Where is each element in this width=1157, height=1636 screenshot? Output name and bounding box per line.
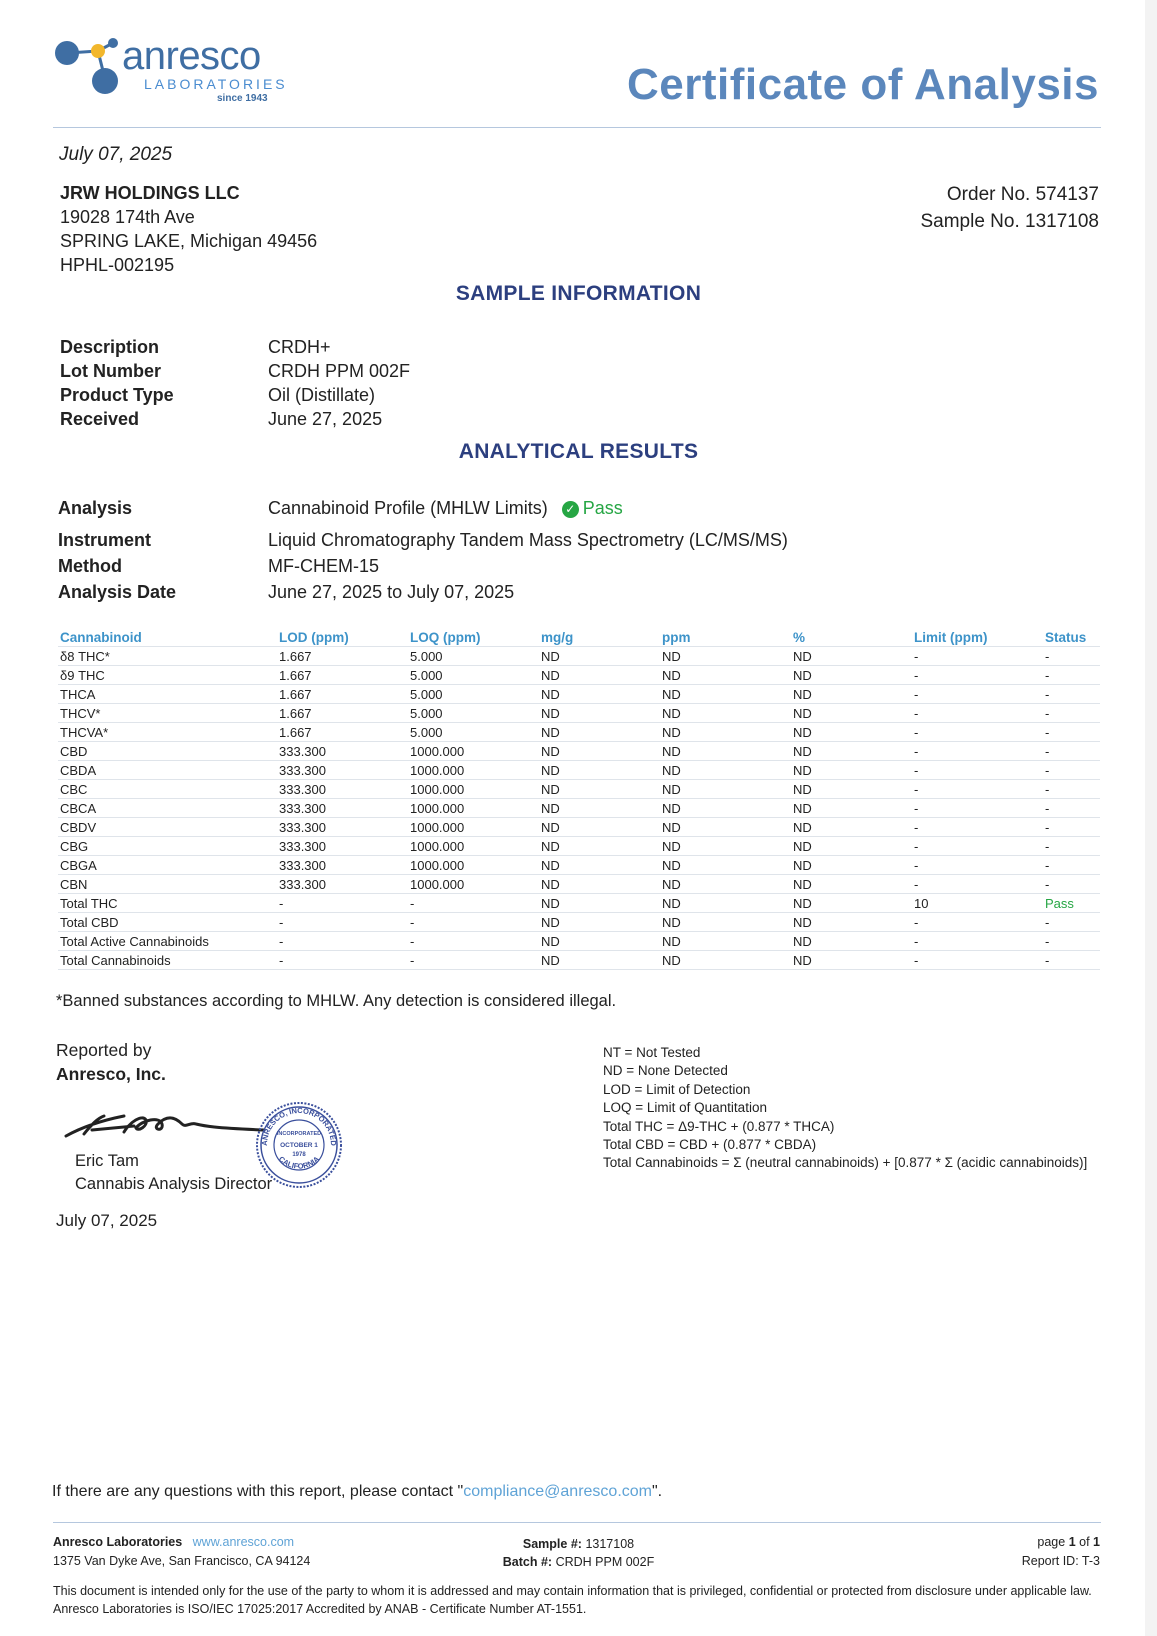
cell-lod: 1.667 <box>277 723 408 742</box>
table-row <box>58 837 1100 856</box>
cell-mg-g: ND <box>539 761 660 780</box>
cell-status: Pass <box>1043 894 1100 913</box>
banned-substances-footnote: *Banned substances according to MHLW. Any detection is considered illegal. <box>56 992 617 1010</box>
cell-ppm: ND <box>660 951 791 970</box>
cell-mg-g: ND <box>539 856 660 875</box>
analysis-value: Cannabinoid Profile (MHLW Limits) <box>268 498 548 518</box>
cell-ppm: ND <box>660 761 791 780</box>
cell-lod: 1.667 <box>277 666 408 685</box>
footer-address: 1375 Van Dyke Ave, San Francisco, CA 94124 <box>53 1554 311 1568</box>
cell-loq: 1000.000 <box>408 837 539 856</box>
cell-ppm: ND <box>660 932 791 951</box>
cell-ppm: ND <box>660 837 791 856</box>
cell-loq: - <box>408 951 539 970</box>
cell-limit: - <box>912 951 1043 970</box>
seal-date1: OCTOBER 1 <box>280 1142 318 1149</box>
column-header-limit: Limit (ppm) <box>912 628 1043 647</box>
cell-lod: 333.300 <box>277 837 408 856</box>
cannabinoid-results-table <box>58 628 1100 970</box>
cell-percent: ND <box>791 837 912 856</box>
contact-prefix: If there are any questions with this report, please contact " <box>52 1483 464 1500</box>
cell-mg-g: ND <box>539 818 660 837</box>
method-label: Method <box>58 556 122 576</box>
table-body <box>58 647 1100 970</box>
cell-mg-g: ND <box>539 704 660 723</box>
table-row <box>58 913 1100 932</box>
cell-limit: - <box>912 723 1043 742</box>
cell-percent: ND <box>791 647 912 666</box>
cell-ppm: ND <box>660 780 791 799</box>
table-header <box>58 628 1100 647</box>
cell-ppm: ND <box>660 913 791 932</box>
description-label: Description <box>60 337 160 357</box>
cell-limit: - <box>912 704 1043 723</box>
order-number: Order No. 574137 <box>946 184 1099 205</box>
cell-lod: 333.300 <box>277 875 408 894</box>
client-address1: 19028 174th Ave <box>60 207 195 227</box>
cell-mg-g: ND <box>539 742 660 761</box>
cell-percent: ND <box>791 856 912 875</box>
table-row <box>58 951 1100 970</box>
cell-status: - <box>1043 685 1100 704</box>
cell-loq: 5.000 <box>408 704 539 723</box>
column-header-percent: % <box>791 628 912 647</box>
cell-limit: - <box>912 856 1043 875</box>
cell-status: - <box>1043 799 1100 818</box>
table-row <box>58 818 1100 837</box>
cell-status: - <box>1043 666 1100 685</box>
footer-batch-label: Batch #: <box>502 1555 553 1569</box>
table-row <box>58 799 1100 818</box>
analysis-label: Analysis <box>58 498 133 518</box>
client-address2: SPRING LAKE, Michigan 49456 <box>60 231 318 251</box>
cell-percent: ND <box>791 932 912 951</box>
cell-mg-g: ND <box>539 799 660 818</box>
logo-molecule-icon <box>52 36 124 100</box>
signature-date: July 07, 2025 <box>56 1211 158 1230</box>
footer-sample-value: 1317108 <box>585 1537 635 1551</box>
cell-limit: - <box>912 932 1043 951</box>
cell-loq: - <box>408 932 539 951</box>
cell-lod: - <box>277 913 408 932</box>
analysis-value-wrap <box>268 496 623 520</box>
cell-limit: - <box>912 875 1043 894</box>
seal-top-text: ANRESCO, INCORPORATED <box>259 1105 339 1147</box>
cell-status: - <box>1043 647 1100 666</box>
cell-cannabinoid: THCVA* <box>58 723 277 742</box>
footer-batch-value: CRDH PPM 002F <box>555 1555 655 1569</box>
cell-mg-g: ND <box>539 647 660 666</box>
cell-percent: ND <box>791 666 912 685</box>
cell-cannabinoid: CBG <box>58 837 277 856</box>
cell-mg-g: ND <box>539 666 660 685</box>
page-total: 1 <box>1093 1535 1100 1549</box>
footer-sample-info <box>0 1535 1157 1571</box>
cell-lod: 1.667 <box>277 704 408 723</box>
cell-lod: 1.667 <box>277 647 408 666</box>
cell-mg-g: ND <box>539 875 660 894</box>
sample-number: Sample No. 1317108 <box>920 211 1099 232</box>
cell-status: - <box>1043 780 1100 799</box>
cell-cannabinoid: CBDA <box>58 761 277 780</box>
compliance-email-link[interactable]: compliance@anresco.com <box>463 1483 652 1500</box>
cell-mg-g: ND <box>539 723 660 742</box>
legend-item: LOQ = Limit of Quantitation <box>603 1100 767 1116</box>
cell-status: - <box>1043 704 1100 723</box>
cell-loq: 1000.000 <box>408 742 539 761</box>
legend-item: Total Cannabinoids = Σ (neutral cannabinoids) + [0.877 * Σ (acidic cannabinoids)] <box>603 1155 1088 1171</box>
cell-ppm: ND <box>660 799 791 818</box>
table-row <box>58 780 1100 799</box>
signer-name: Eric Tam <box>75 1152 139 1170</box>
header-divider <box>53 127 1101 128</box>
cell-ppm: ND <box>660 875 791 894</box>
column-header-loq: LOQ (ppm) <box>408 628 539 647</box>
cell-mg-g: ND <box>539 932 660 951</box>
instrument-label: Instrument <box>58 530 152 550</box>
cell-lod: - <box>277 894 408 913</box>
cell-limit: - <box>912 742 1043 761</box>
cell-cannabinoid: CBDV <box>58 818 277 837</box>
cell-limit: - <box>912 780 1043 799</box>
cell-cannabinoid: CBC <box>58 780 277 799</box>
cell-status: - <box>1043 932 1100 951</box>
cell-status: - <box>1043 761 1100 780</box>
cell-mg-g: ND <box>539 913 660 932</box>
table-row <box>58 685 1100 704</box>
cell-cannabinoid: THCV* <box>58 704 277 723</box>
cell-lod: 333.300 <box>277 761 408 780</box>
table-row <box>58 932 1100 951</box>
table-row <box>58 723 1100 742</box>
cell-percent: ND <box>791 818 912 837</box>
cell-status: - <box>1043 875 1100 894</box>
cell-percent: ND <box>791 951 912 970</box>
seal-date2: 1978 <box>292 1152 306 1158</box>
cell-loq: 1000.000 <box>408 780 539 799</box>
footer-page-info <box>1022 1533 1100 1571</box>
cell-cannabinoid: CBCA <box>58 799 277 818</box>
analysis-date-value: June 27, 2025 to July 07, 2025 <box>268 582 515 602</box>
client-block <box>60 181 317 277</box>
analysis-info-list <box>0 496 1157 606</box>
cell-cannabinoid: Total Active Cannabinoids <box>58 932 277 951</box>
cell-status: - <box>1043 818 1100 837</box>
table-row <box>58 647 1100 666</box>
cell-percent: ND <box>791 875 912 894</box>
cell-lod: 333.300 <box>277 780 408 799</box>
product-type-label: Product Type <box>60 385 174 405</box>
legend-item: ND = None Detected <box>603 1063 728 1079</box>
cell-loq: 1000.000 <box>408 818 539 837</box>
cell-lod: 333.300 <box>277 742 408 761</box>
product-type-value: Oil (Distillate) <box>268 385 376 405</box>
cell-mg-g: ND <box>539 951 660 970</box>
analysis-status: Pass <box>582 498 623 518</box>
cell-percent: ND <box>791 761 912 780</box>
signer-title: Cannabis Analysis Director <box>75 1175 273 1193</box>
cell-limit: - <box>912 913 1043 932</box>
page-word: page <box>1037 1535 1066 1549</box>
cell-status: - <box>1043 856 1100 875</box>
sample-info-list <box>0 335 1157 435</box>
lot-number-value: CRDH PPM 002F <box>268 361 411 381</box>
reported-by-block <box>56 1038 166 1086</box>
seal-inner-text: INCORPORATED <box>276 1131 322 1137</box>
cell-loq: 5.000 <box>408 723 539 742</box>
cell-limit: - <box>912 837 1043 856</box>
seal-bottom-text: CALIFORNIA <box>276 1154 322 1171</box>
cell-lod: - <box>277 932 408 951</box>
cell-percent: ND <box>791 780 912 799</box>
received-label: Received <box>60 409 140 429</box>
legend-item: Total CBD = CBD + (0.877 * CBDA) <box>603 1137 817 1153</box>
cell-loq: 5.000 <box>408 647 539 666</box>
cell-ppm: ND <box>660 666 791 685</box>
cell-cannabinoid: Total CBD <box>58 913 277 932</box>
cell-ppm: ND <box>660 647 791 666</box>
cell-cannabinoid: THCA <box>58 685 277 704</box>
sample-information-title: SAMPLE INFORMATION <box>455 282 702 305</box>
cell-limit: - <box>912 799 1043 818</box>
table-row <box>58 894 1100 913</box>
cell-mg-g: ND <box>539 894 660 913</box>
cell-limit: - <box>912 666 1043 685</box>
legend-item: LOD = Limit of Detection <box>603 1081 751 1097</box>
cell-mg-g: ND <box>539 685 660 704</box>
cell-mg-g: ND <box>539 837 660 856</box>
client-name: JRW HOLDINGS LLC <box>60 183 240 203</box>
cell-percent: ND <box>791 799 912 818</box>
instrument-value: Liquid Chromatography Tandem Mass Spectrometry (LC/MS/MS) <box>268 530 788 550</box>
legend-item: Total THC = Δ9-THC + (0.877 * THCA) <box>603 1118 835 1134</box>
cell-lod: 1.667 <box>277 685 408 704</box>
table-row <box>58 761 1100 780</box>
table-header-row <box>58 628 1100 647</box>
cell-limit: - <box>912 818 1043 837</box>
cell-ppm: ND <box>660 818 791 837</box>
page-edge <box>1145 0 1157 1636</box>
logo-subtitle: LABORATORIES <box>144 76 288 92</box>
footer-lab-name: Anresco Laboratories <box>53 1535 183 1549</box>
cell-loq: - <box>408 913 539 932</box>
cell-lod: 333.300 <box>277 818 408 837</box>
description-value: CRDH+ <box>268 337 331 357</box>
logo-since: since 1943 <box>217 93 268 104</box>
lot-number-label: Lot Number <box>60 361 161 381</box>
cell-loq: 1000.000 <box>408 761 539 780</box>
page-number: 1 <box>1068 1535 1076 1549</box>
cell-ppm: ND <box>660 894 791 913</box>
report-id: Report ID: T-3 <box>1021 1554 1100 1568</box>
cell-ppm: ND <box>660 742 791 761</box>
cell-ppm: ND <box>660 856 791 875</box>
column-header-ppm: ppm <box>660 628 791 647</box>
check-circle-icon: ✓ <box>562 501 579 518</box>
order-block <box>920 181 1099 235</box>
logo-wordmark: anresco <box>122 34 261 78</box>
cell-lod: 333.300 <box>277 799 408 818</box>
analysis-date-label: Analysis Date <box>58 582 177 602</box>
footer-divider <box>53 1522 1101 1523</box>
footer-website-link[interactable]: www.anresco.com <box>192 1535 295 1549</box>
footer-sample-label: Sample #: <box>522 1537 582 1551</box>
cell-status: - <box>1043 951 1100 970</box>
method-value: MF-CHEM-15 <box>268 556 379 576</box>
cell-cannabinoid: Total Cannabinoids <box>58 951 277 970</box>
cell-percent: ND <box>791 742 912 761</box>
cell-cannabinoid: Total THC <box>58 894 277 913</box>
signer-block <box>75 1150 272 1196</box>
footer-disclaimer: This document is intended only for the use of the party to whom it is addressed and may contain information that is privileged, confidential or protected from disclosure under applicable law. Anresco Laboratories is ISO/IEC 17025:2017 Accredited by ANAB - Certificate Number AT-1551. <box>53 1584 1092 1616</box>
cell-limit: - <box>912 761 1043 780</box>
cell-status: - <box>1043 742 1100 761</box>
column-header-status: Status <box>1043 628 1100 647</box>
client-license: HPHL-002195 <box>60 255 175 275</box>
column-header-lod: LOD (ppm) <box>277 628 408 647</box>
cell-status: - <box>1043 723 1100 742</box>
table-row <box>58 742 1100 761</box>
cell-ppm: ND <box>660 685 791 704</box>
cell-cannabinoid: CBGA <box>58 856 277 875</box>
table-row <box>58 666 1100 685</box>
column-header-mg-g: mg/g <box>539 628 660 647</box>
table-row <box>58 704 1100 723</box>
cell-status: - <box>1043 913 1100 932</box>
contact-suffix: ". <box>652 1483 663 1500</box>
cell-limit: - <box>912 685 1043 704</box>
cell-loq: 1000.000 <box>408 799 539 818</box>
table-row <box>58 856 1100 875</box>
cell-limit: - <box>912 647 1043 666</box>
cell-cannabinoid: CBD <box>58 742 277 761</box>
cell-percent: ND <box>791 894 912 913</box>
contact-line <box>52 1483 662 1501</box>
cell-mg-g: ND <box>539 780 660 799</box>
cell-cannabinoid: CBN <box>58 875 277 894</box>
cell-cannabinoid: δ8 THC* <box>58 647 277 666</box>
document-title: Certificate of Analysis <box>626 60 1099 109</box>
cell-status: - <box>1043 837 1100 856</box>
reported-by-label: Reported by <box>56 1040 152 1060</box>
cell-loq: 5.000 <box>408 666 539 685</box>
report-date: July 07, 2025 <box>59 144 173 165</box>
cell-ppm: ND <box>660 704 791 723</box>
cell-percent: ND <box>791 685 912 704</box>
cell-ppm: ND <box>660 723 791 742</box>
cell-limit: 10 <box>912 894 1043 913</box>
abbreviation-legend <box>603 1044 1087 1173</box>
page-of: of <box>1079 1535 1090 1549</box>
cell-percent: ND <box>791 913 912 932</box>
reported-by-company: Anresco, Inc. <box>56 1064 166 1084</box>
cell-loq: 1000.000 <box>408 875 539 894</box>
received-value: June 27, 2025 <box>268 409 383 429</box>
cell-loq: - <box>408 894 539 913</box>
legend-item: NT = Not Tested <box>603 1045 701 1060</box>
cell-loq: 1000.000 <box>408 856 539 875</box>
cell-percent: ND <box>791 723 912 742</box>
signature-image <box>64 1100 274 1150</box>
cell-lod: - <box>277 951 408 970</box>
cell-lod: 333.300 <box>277 856 408 875</box>
analytical-results-title: ANALYTICAL RESULTS <box>458 440 699 463</box>
column-header-cannabinoid: Cannabinoid <box>58 628 277 647</box>
table-row <box>58 875 1100 894</box>
cell-loq: 5.000 <box>408 685 539 704</box>
cell-percent: ND <box>791 704 912 723</box>
cell-cannabinoid: δ9 THC <box>58 666 277 685</box>
